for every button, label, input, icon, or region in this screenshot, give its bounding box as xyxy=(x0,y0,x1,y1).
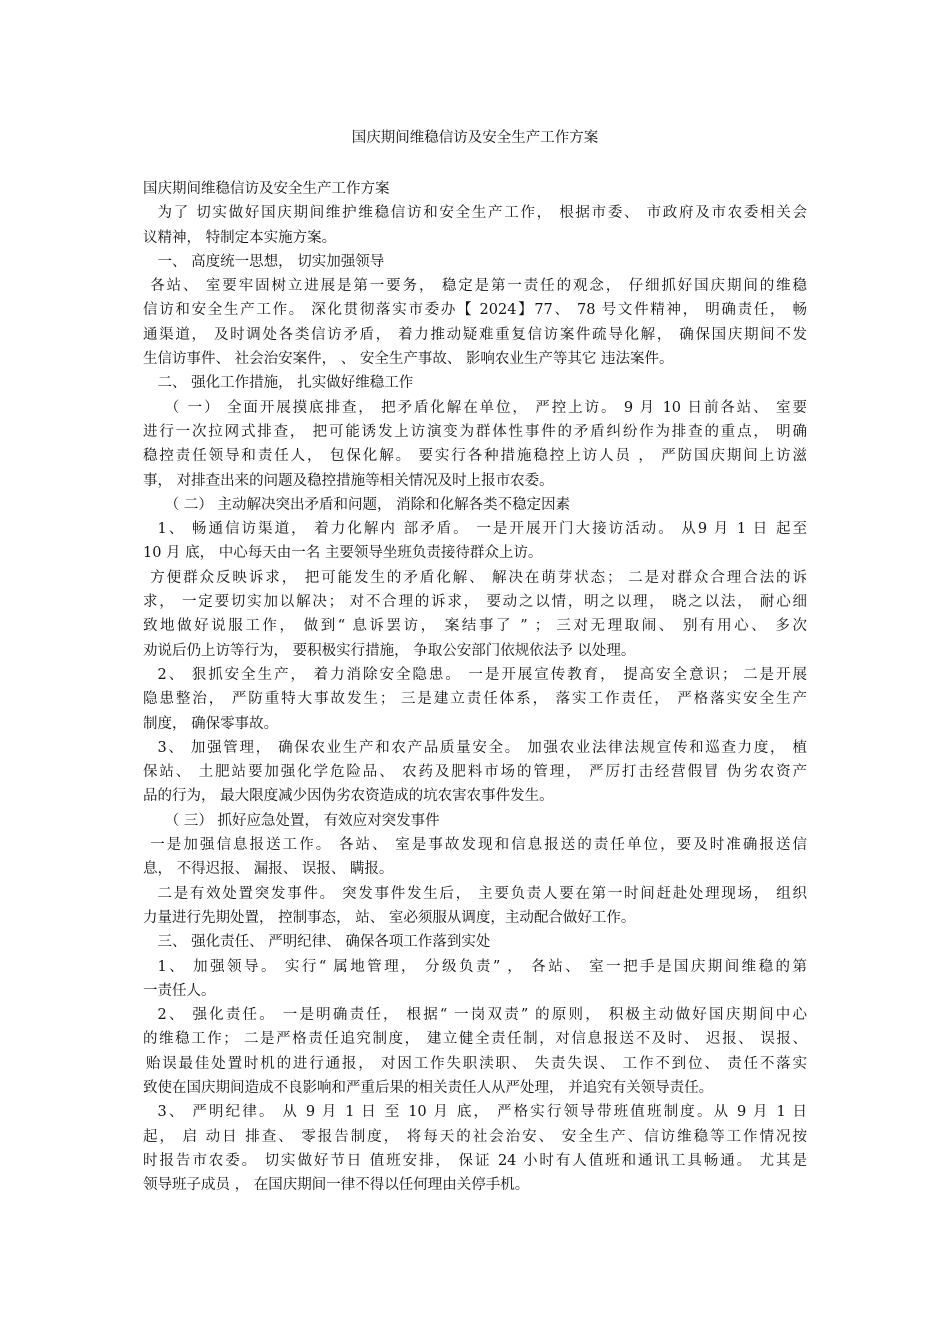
text-line: 一是加强信息报送工作。 各站、 室是事故发现和信息报送的责任单位，要及时准确报送信 xyxy=(150,837,807,854)
text-line: 起， 启 动日 排查、 零报告制度， 将每天的社会治安、 安全生产、信访维稳等工作情况按 xyxy=(143,1128,807,1145)
text-line: 求， 一定要切实加以解决； 对不合理的诉求， 要动之以情，明之以理， 晓之以法， 耐心细 xyxy=(143,594,807,611)
text-line: 议精神， 特制定本实施方案。 xyxy=(143,229,337,246)
text-line: 力量进行先期处置， 控制事态， 站、 室必须服从调度，主动配合做好工作。 xyxy=(143,909,636,926)
text-line: 二是有效处置突发事件。 突发事件发生后， 主要负责人要在第一时间赶赴处理现场， 组织 xyxy=(157,885,807,902)
text-line: 国庆期间维稳信访及安全生产工作方案 xyxy=(143,181,390,197)
text-line: 2、 强化责任。 一是明确责任， 根据“ 一岗双责” 的原则， 积极主动做好国庆期间中心 xyxy=(157,1007,807,1024)
text-line: 进行一次拉网式排查， 把可能诱发上访演变为群体性事件的矛盾纠纷作为排查的重点， 明确 xyxy=(143,423,807,440)
text-line: 致地做好说服工作， 做到“ 息诉罢访， 案结事了 ” ； 三对无理取闹、 别有用心、 多次 xyxy=(143,618,807,635)
text-line: 三、 强化责任、 严明纪律、 确保各项工作落到实处 xyxy=(157,934,491,951)
text-line: 为了 切实做好国庆期间维护维稳信访和安全生产工作， 根据市委、 市政府及市农委相关会 xyxy=(157,205,807,222)
text-line: （ 一） 全面开展摸底排查， 把矛盾化解在单位， 严控上访。 9 月 10 日前各站、 室要 xyxy=(164,399,807,416)
text-line: 稳控责任领导和责任人， 包保化解。 要实行各种措施稳控上访人员 ， 严防国庆期间上访滋 xyxy=(143,448,807,465)
text-line: 品的行为， 最大限度减少因伪劣农资造成的坑农害农事件发生。 xyxy=(143,788,554,805)
text-line: 时报告市农委。 切实做好节日 值班安排， 保证 24 小时有人值班和通讯工具畅通。 尤其是 xyxy=(143,1152,807,1169)
text-line: 领导班子成员 ， 在国庆期间一律不得以任何理由关停手机。 xyxy=(143,1177,530,1194)
text-line: （ 三） 抓好应急处置， 有效应对突发事件 xyxy=(164,812,440,829)
text-line: 一、 高度统一思想， 切实加强领导 xyxy=(157,253,385,270)
text-line: 的维稳工作； 二是严格责任追究制度， 建立健全责任制，对信息报送不及时、 迟报、 误报、 xyxy=(143,1031,807,1048)
text-line: 3、 严明纪律。 从 9 月 1 日 至 10 月 底， 严格实行领导带班值班制度。从 9 月 1 日 xyxy=(157,1104,807,1121)
document-body xyxy=(143,177,807,1197)
text-line: 生信访事件、 社会治安案件， 、 安全生产事故、 影响农业生产等其它 违法案件。 xyxy=(143,351,674,368)
text-line: 隐患整治， 严防重特大事故发生； 三是建立责任体系， 落实工作责任， 严格落实安全生产 xyxy=(143,691,807,708)
text-line: 保站、 土肥站要加强化学危险品、 农药及肥料市场的管理， 严厉打击经营假冒 伪劣农资产 xyxy=(143,764,807,781)
text-line: 3、 加强管理， 确保农业生产和农产品质量安全。 加强农业法律法规宣传和巡查力度， 植 xyxy=(157,739,807,756)
text-line: 一责任人。 xyxy=(143,982,216,999)
text-line: 方便群众反映诉求， 把可能发生的矛盾化解、 解决在萌芽状态； 二是对群众合理合法的诉 xyxy=(150,569,807,586)
text-line: 信访和安全生产工作。 深化贯彻落实市委办【 2024】77、 78 号文件精神， 明确责任， 畅 xyxy=(143,302,807,319)
text-line: 通渠道， 及时调处各类信访矛盾， 着力推动疑难重复信访案件疏导化解， 确保国庆期间不发 xyxy=(143,326,807,343)
text-line: 制度， 确保零事故。 xyxy=(143,715,279,732)
text-line: （ 二） 主动解决突出矛盾和问题， 消除和化解各类不稳定因素 xyxy=(164,496,571,513)
text-line: 1、 加强领导。 实行“ 属地管理， 分级负责” ， 各站、 室一把手是国庆期间维稳的第 xyxy=(157,958,807,975)
text-line: 劝说后仍上访等行为， 要积极实行措施， 争取公安部门依规依法予 以处理。 xyxy=(143,642,636,659)
text-line: 息， 不得迟报、 漏报、 误报、 瞒报。 xyxy=(143,861,394,878)
text-line: 贻误最佳处置时机的进行通报， 对因工作失职渎职、 失责失误、 工作不到位、 责任不落实 xyxy=(145,1055,807,1072)
text-line: 10 月 底， 中心每天由一名 主要领导坐班负责接待群众上访。 xyxy=(143,545,543,562)
text-line: 1、 畅通信访渠道， 着力化解内 部矛盾。 一是开展开门大接访活动。 从9 月 1 日 起至 xyxy=(157,521,807,538)
text-line: 致使在国庆期间造成不良影响和严重后果的相关责任人从严处理， 并追究有关领导责任。 xyxy=(143,1079,714,1096)
text-line: 事， 对排查出来的问题及稳控措施等相关情况及时上报市农委。 xyxy=(143,472,554,489)
text-line: 2、 狠抓安全生产， 着力消除安全隐患。 一是开展宣传教育， 提高安全意识； 二是开展 xyxy=(157,666,807,683)
text-line: 各站、 室要牢固树立进展是第一要务， 稳定是第一责任的观念， 仔细抓好国庆期间的维稳 xyxy=(150,278,807,295)
page-title: 国庆期间维稳信访及安全生产工作方案 xyxy=(351,130,599,146)
text-line: 二、 强化工作措施， 扎实做好维稳工作 xyxy=(157,375,414,392)
